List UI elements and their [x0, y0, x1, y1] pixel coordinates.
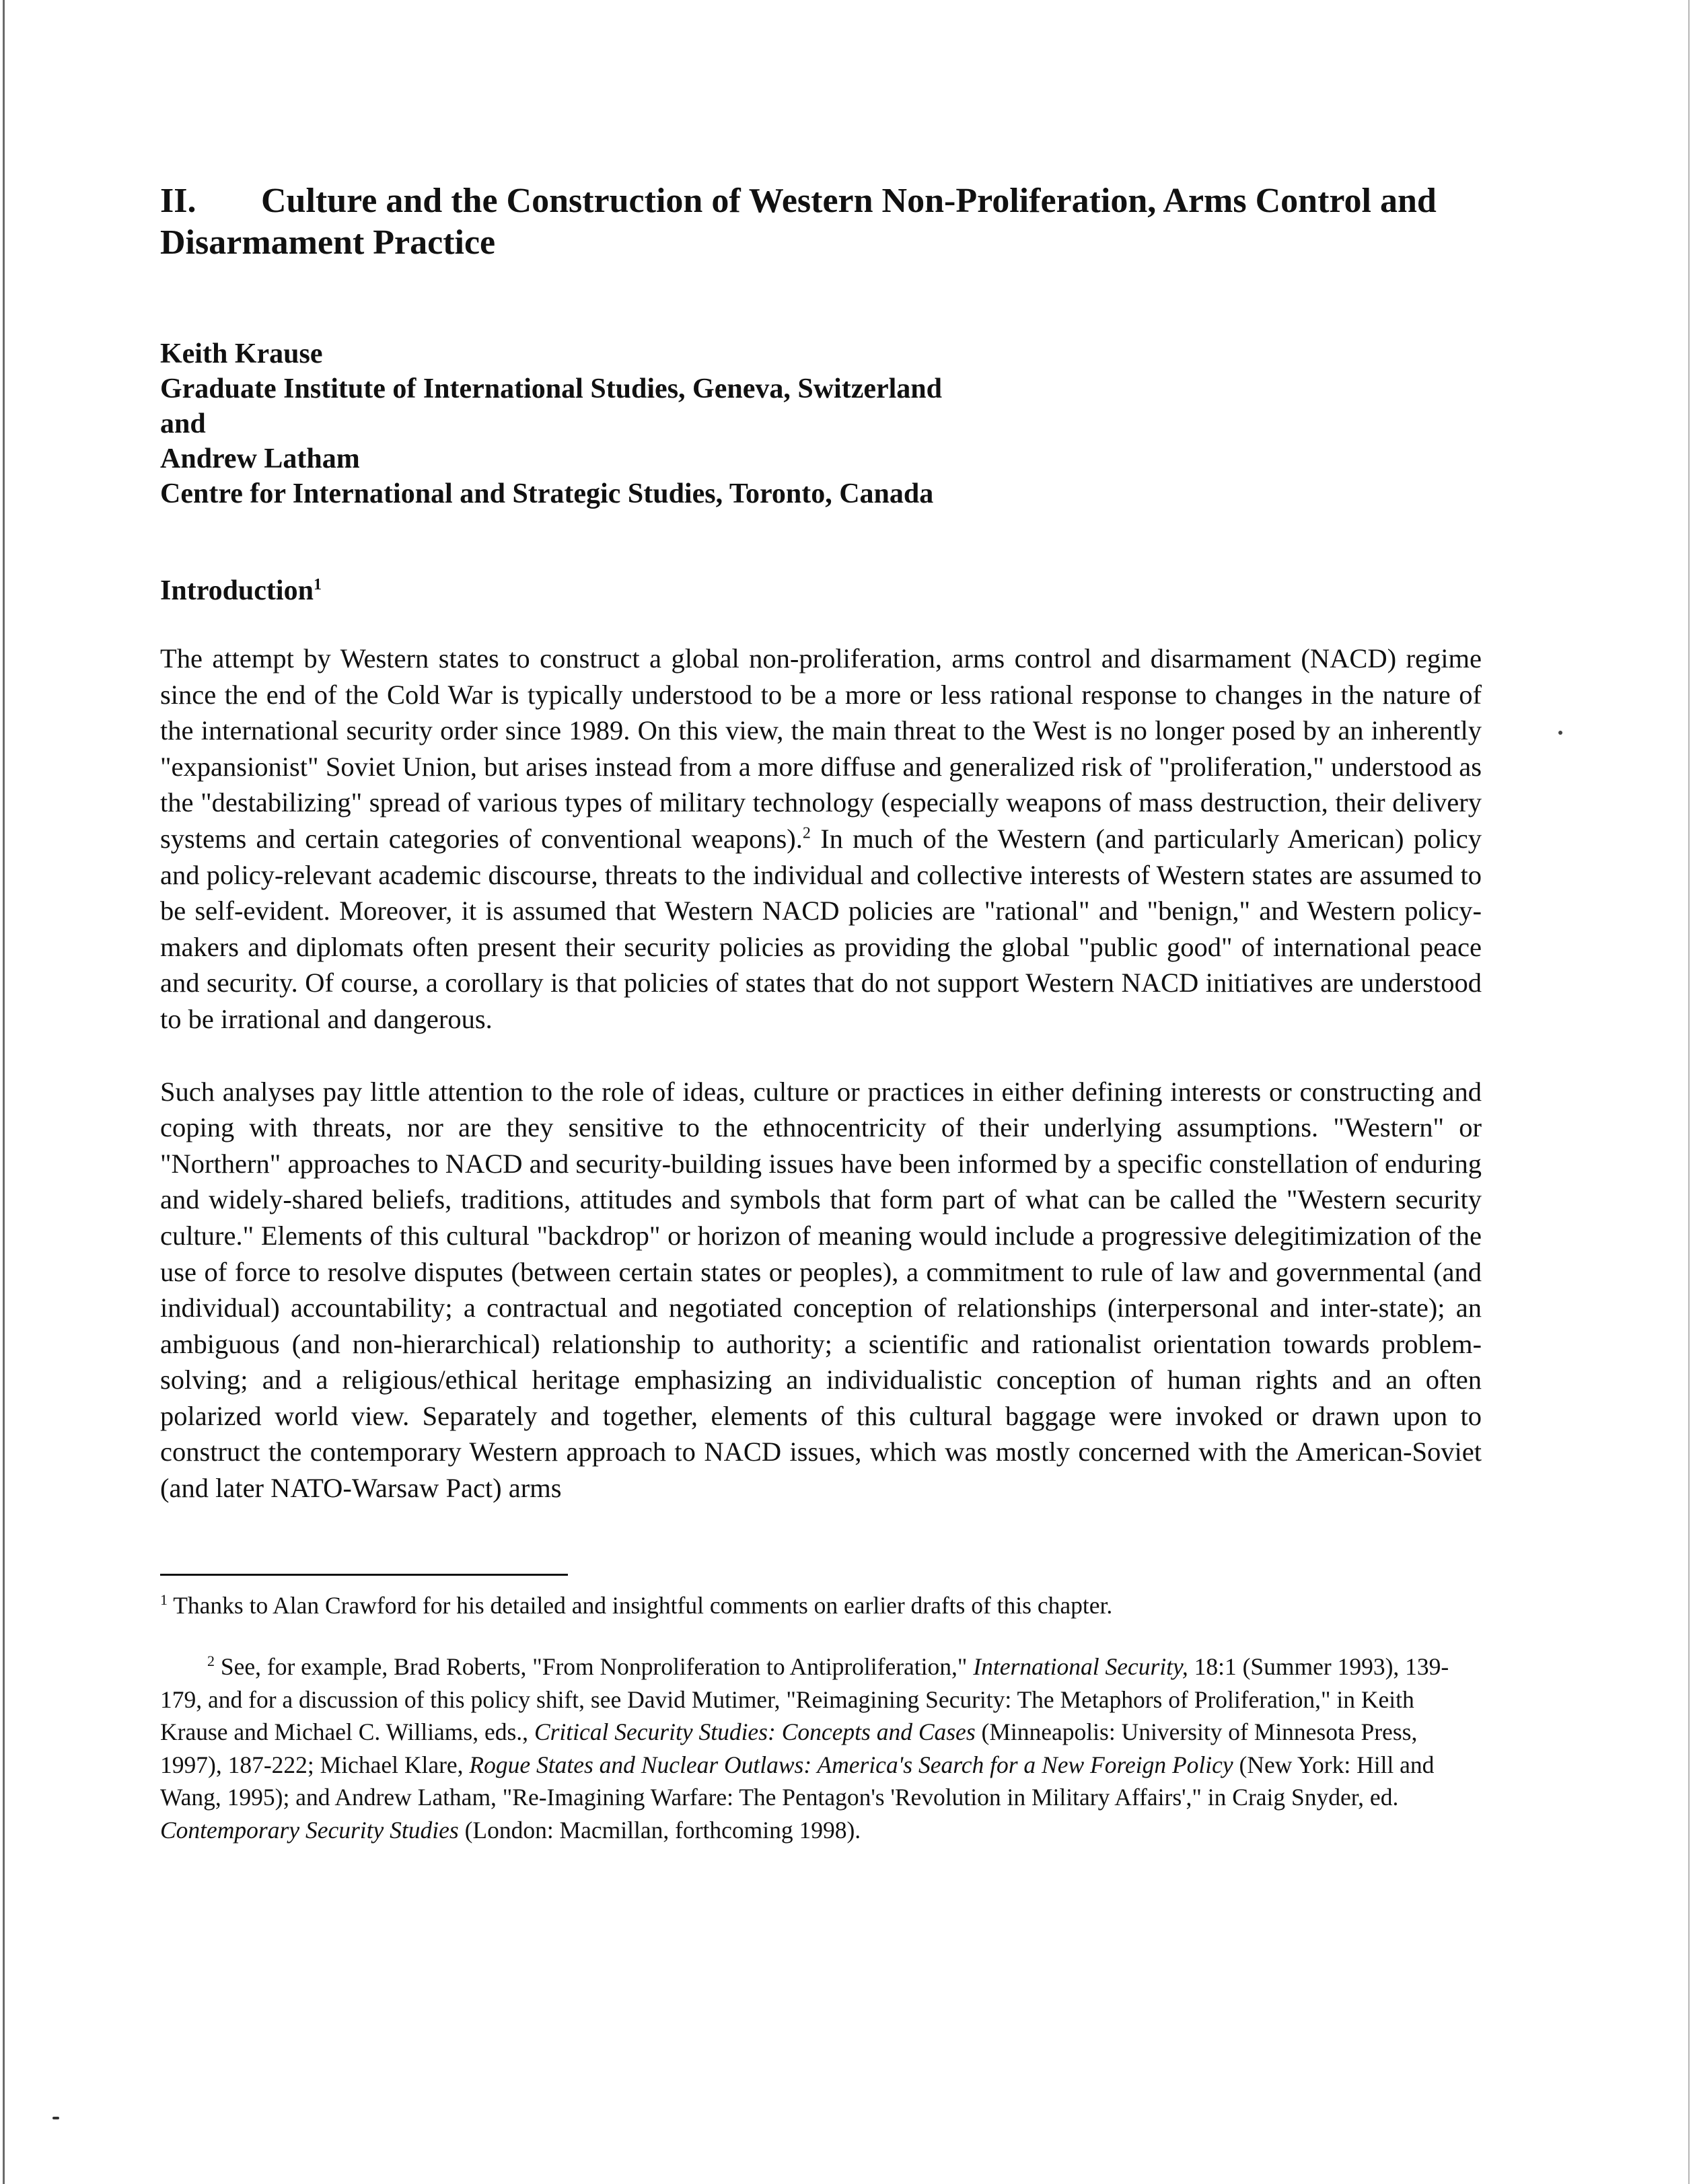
paragraph-text: Such analyses pay little attention to the role of ideas, culture or practices in either defining interests or constructing and coping with threats, nor are they sensitive to the ethnocentricity of their underlying assumptions. "Western" or "Northern" approaches to NACD and security-building issues have been informed by a specific constellation of enduring and widely-shared beliefs, traditions, attitudes and symbols that form part of what can be called the "Western security culture." Elements of this cultural "backdrop" or horizon of meaning would include a progressive delegitimization of the use of force to resolve disputes (between certain states or peoples), a commitment to rule of law and governmental (and individual) accountability; a contractual and negotiated conception of relationships (interpersonal and inter-state); an ambiguous (and non-hierarchical) relationship to authority; a scientific and rationalist orientation towards problem-solving; and a religious/ethical heritage emphasizing an individualistic conception of human rights and an often polarized world view. Separately and together, elements of this cultural baggage were invoked or drawn upon to construct the contemporary Western approach to NACD issues, which was mostly concerned with the American-Soviet (and later NATO-Warsaw Pact) arms — [160, 1076, 1482, 1504]
chapter-title-text: Culture and the Construction of Western Non-Proliferation, Arms Control and Disarmament Practice — [160, 182, 1437, 262]
author-affiliation: Graduate Institute of International Studies, Geneva, Switzerland — [160, 373, 943, 404]
scan-edge-left — [3, 0, 5, 2184]
footnote-text: Thanks to Alan Crawford for his detailed and insightful comments on earlier drafts of this chapter. — [168, 1591, 1113, 1619]
chapter-number: II. — [160, 182, 196, 220]
author-conjunction: and — [160, 408, 206, 439]
author-block — [160, 336, 1482, 511]
paragraph-text: In much of the Western (and particularly American) policy and policy-relevant academic discourse, threats to the individual and collective interests of Western states are assumed to be self-evident. Moreover, it is assumed that Western NACD policies are "rational" and "benign," and Western policy-makers and diplomats often present their security policies as providing the global "public good" of international peace and security. Of course, a corollary is that policies of states that do not support Western NACD initiatives are understood to be irrational and dangerous. — [160, 823, 1482, 1034]
author-name: Keith Krause — [160, 338, 323, 369]
section-heading — [160, 573, 1482, 608]
footnote-ref[interactable]: 1 — [313, 576, 322, 593]
scan-edge-right — [1688, 0, 1690, 2184]
paragraph-text: The attempt by Western states to construct a global non-proliferation, arms control and disarmament (NACD) regime since the end of the Cold War is typically understood to be a more or less rational response to changes in the nature of the international security order since 1989. On this view, the main threat to the West is no longer posed by an inherently "expansionist" Soviet Union, but arises instead from a more diffuse and generalized risk of "proliferation," understood as the "destabilizing" spread of various types of military technology (especially weapons of mass destruction, their delivery systems and certain categories of conventional weapons). — [160, 643, 1482, 854]
footnote-text: See, for example, Brad Roberts, "From Nonproliferation to Antiproliferation," — [215, 1653, 974, 1681]
scan-speck — [52, 2117, 59, 2119]
author-affiliation: Centre for International and Strategic Studies, Toronto, Canada — [160, 478, 934, 509]
document-page — [160, 180, 1482, 1846]
footnote-marker: 1 — [160, 1591, 168, 1608]
footnote — [160, 1650, 1482, 1846]
footnote-separator — [160, 1574, 568, 1576]
footnote-text: 18:1 (Summer 1993), 139-179, and for a discussion of this policy shift, see David Mutimer, "Reimagining Security: The Metaphors of Proliferation," in Keith Krause and Michael C. Williams, eds., — [160, 1653, 1449, 1746]
footnote-text: (New York: Hill and Wang, 1995); and Andrew Latham, "Re-Imagining Warfare: The Pentagon's 'Revolution in Military Affairs'," in Craig Snyder, ed. — [160, 1751, 1435, 1811]
footnote — [160, 1589, 1482, 1622]
footnote-marker: 2 — [207, 1652, 215, 1670]
citation-title: International Security, — [973, 1653, 1188, 1681]
section-heading-text: Introduction — [160, 575, 314, 606]
scan-speck — [1558, 731, 1562, 735]
body-paragraph — [160, 1074, 1482, 1506]
citation-title: Rogue States and Nuclear Outlaws: America's Search for a New Foreign Policy — [469, 1751, 1233, 1778]
footnote-text: (Minneapolis: University of Minnesota Press, 1997), 187-222; Michael Klare, — [160, 1718, 1418, 1778]
body-paragraph — [160, 641, 1482, 1038]
citation-title: Critical Security Studies: Concepts and Cases — [534, 1718, 976, 1746]
chapter-title — [160, 180, 1472, 264]
author-name: Andrew Latham — [160, 443, 360, 474]
footnote-ref[interactable]: 2 — [802, 824, 811, 842]
footnote-text: (London: Macmillan, forthcoming 1998). — [458, 1816, 861, 1844]
citation-title: Contemporary Security Studies — [160, 1816, 459, 1844]
